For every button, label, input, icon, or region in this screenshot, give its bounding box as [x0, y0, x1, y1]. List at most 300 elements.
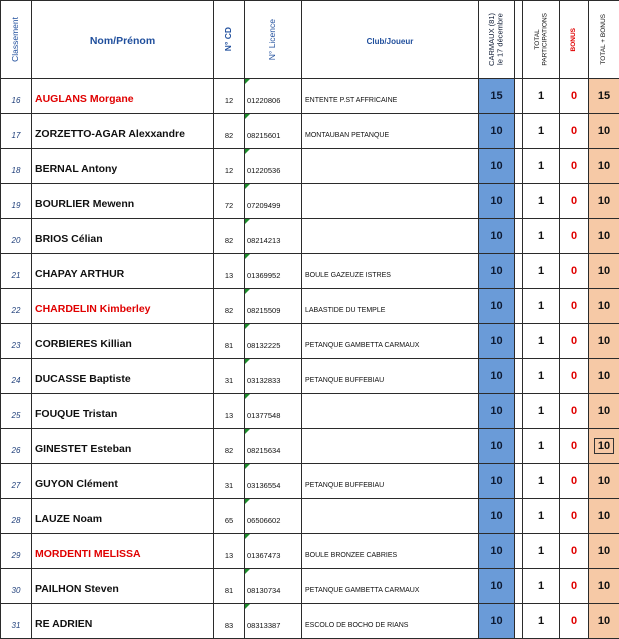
bonus-cell[interactable]	[560, 79, 589, 114]
carmaux-points-text: 10	[490, 510, 502, 522]
participations-text: 1	[538, 90, 544, 102]
club-cell[interactable]	[302, 149, 479, 184]
total-bonus-cell[interactable]	[589, 79, 619, 114]
licence-text: 03136554	[247, 481, 280, 490]
participations-cell[interactable]	[523, 464, 560, 499]
bonus-cell[interactable]	[560, 429, 589, 464]
player-name-cell[interactable]	[32, 149, 214, 184]
licence-cell[interactable]	[245, 324, 302, 359]
table-row[interactable]	[1, 359, 619, 394]
green-column-cell[interactable]	[515, 604, 523, 639]
rank-cell[interactable]	[1, 604, 32, 639]
comment-marker-icon	[245, 289, 250, 294]
rank-text: 17	[12, 131, 21, 140]
bonus-cell[interactable]	[560, 324, 589, 359]
licence-cell[interactable]	[245, 429, 302, 464]
header-classement[interactable]: Classement	[1, 1, 32, 79]
player-name-cell[interactable]	[32, 534, 214, 569]
participations-cell[interactable]	[523, 219, 560, 254]
bonus-cell[interactable]	[560, 359, 589, 394]
licence-text: 01367473	[247, 551, 280, 560]
player-name-cell[interactable]	[32, 394, 214, 429]
bonus-text: 0	[571, 160, 577, 172]
club-text: ENTENTE P.ST AFFRICAINE	[305, 97, 397, 104]
carmaux-points-cell[interactable]	[479, 79, 515, 114]
licence-cell[interactable]	[245, 394, 302, 429]
header-total-bonus[interactable]: TOTAL + BONUS	[589, 1, 619, 79]
total-bonus-cell[interactable]	[589, 499, 619, 534]
total-bonus-cell[interactable]	[589, 184, 619, 219]
total-bonus-text: 10	[598, 125, 610, 137]
bonus-cell[interactable]	[560, 289, 589, 324]
carmaux-points-text: 10	[490, 300, 502, 312]
total-bonus-cell[interactable]	[589, 604, 619, 639]
player-name-text: AUGLANS Morgane	[35, 93, 134, 105]
bonus-cell[interactable]	[560, 184, 589, 219]
licence-text: 01369952	[247, 271, 280, 280]
green-column-cell[interactable]	[515, 184, 523, 219]
licence-cell[interactable]	[245, 149, 302, 184]
participations-text: 1	[538, 335, 544, 347]
table-row[interactable]	[1, 534, 619, 569]
table-row[interactable]	[1, 324, 619, 359]
club-text: LABASTIDE DU TEMPLE	[305, 307, 385, 314]
carmaux-points-cell[interactable]	[479, 219, 515, 254]
participations-text: 1	[538, 545, 544, 557]
club-cell[interactable]	[302, 114, 479, 149]
cd-text: 31	[225, 481, 233, 490]
comment-marker-icon	[245, 149, 250, 154]
participations-text: 1	[538, 510, 544, 522]
header-total-participations[interactable]: TOTAL PARTICIPATIONS	[523, 1, 560, 79]
player-name-text: CHARDELIN Kimberley	[35, 303, 151, 315]
rank-cell[interactable]	[1, 394, 32, 429]
header-cd[interactable]: N° CD	[214, 1, 245, 79]
total-bonus-text: 10	[598, 230, 610, 242]
rank-cell[interactable]	[1, 534, 32, 569]
green-column-cell[interactable]	[515, 534, 523, 569]
header-green-column	[515, 1, 523, 79]
player-name-text: DUCASSE Baptiste	[35, 373, 131, 385]
table-row[interactable]	[1, 114, 619, 149]
licence-cell[interactable]	[245, 534, 302, 569]
player-name-cell[interactable]	[32, 359, 214, 394]
rank-text: 31	[12, 621, 21, 630]
cd-cell[interactable]	[214, 429, 245, 464]
carmaux-points-cell[interactable]	[479, 184, 515, 219]
rank-text: 18	[12, 166, 21, 175]
comment-marker-icon	[245, 184, 250, 189]
bonus-cell[interactable]	[560, 149, 589, 184]
rank-text: 16	[12, 96, 21, 105]
comment-marker-icon	[245, 534, 250, 539]
table-row[interactable]	[1, 604, 619, 639]
player-name-text: RE ADRIEN	[35, 618, 92, 630]
total-bonus-cell[interactable]	[589, 429, 619, 464]
header-club[interactable]: Club/Joueur	[302, 1, 479, 79]
cd-text: 83	[225, 621, 233, 630]
club-cell[interactable]	[302, 569, 479, 604]
comment-marker-icon	[245, 604, 250, 609]
table-row[interactable]	[1, 429, 619, 464]
bonus-cell[interactable]	[560, 114, 589, 149]
carmaux-points-text: 10	[490, 195, 502, 207]
table-row[interactable]	[1, 184, 619, 219]
cd-cell[interactable]	[214, 359, 245, 394]
rank-text: 28	[12, 516, 21, 525]
green-column-cell[interactable]	[515, 149, 523, 184]
total-bonus-text: 10	[598, 335, 610, 347]
player-name-cell[interactable]	[32, 604, 214, 639]
table-row[interactable]	[1, 289, 619, 324]
cd-cell[interactable]	[214, 499, 245, 534]
participations-text: 1	[538, 580, 544, 592]
bonus-text: 0	[571, 475, 577, 487]
participations-text: 1	[538, 160, 544, 172]
participations-cell[interactable]	[523, 254, 560, 289]
participations-cell[interactable]	[523, 289, 560, 324]
player-name-cell[interactable]	[32, 114, 214, 149]
bonus-cell[interactable]	[560, 219, 589, 254]
green-column-cell[interactable]	[515, 219, 523, 254]
bonus-cell[interactable]	[560, 499, 589, 534]
green-column-cell[interactable]	[515, 114, 523, 149]
bonus-cell[interactable]	[560, 604, 589, 639]
carmaux-points-cell[interactable]	[479, 149, 515, 184]
participations-text: 1	[538, 615, 544, 627]
carmaux-points-text: 15	[490, 90, 502, 102]
participations-cell[interactable]	[523, 604, 560, 639]
carmaux-points-text: 10	[490, 230, 502, 242]
club-cell[interactable]	[302, 254, 479, 289]
club-cell[interactable]	[302, 184, 479, 219]
licence-cell[interactable]	[245, 289, 302, 324]
club-text: PETANQUE BUFFEBIAU	[305, 482, 384, 489]
licence-text: 01377548	[247, 411, 280, 420]
participations-text: 1	[538, 230, 544, 242]
club-text: BOULE GAZEUZE ISTRES	[305, 272, 391, 279]
licence-text: 08132225	[247, 341, 280, 350]
player-name-cell[interactable]	[32, 464, 214, 499]
licence-cell[interactable]	[245, 114, 302, 149]
licence-cell[interactable]	[245, 219, 302, 254]
carmaux-points-cell[interactable]	[479, 289, 515, 324]
table-row[interactable]	[1, 254, 619, 289]
rank-text: 27	[12, 481, 21, 490]
bonus-text: 0	[571, 615, 577, 627]
table-row[interactable]	[1, 394, 619, 429]
participations-cell[interactable]	[523, 79, 560, 114]
total-bonus-cell[interactable]	[589, 219, 619, 254]
licence-cell[interactable]	[245, 604, 302, 639]
green-column-cell[interactable]	[515, 569, 523, 604]
bonus-text: 0	[571, 510, 577, 522]
participations-text: 1	[538, 125, 544, 137]
participations-cell[interactable]	[523, 114, 560, 149]
green-column-cell[interactable]	[515, 79, 523, 114]
participations-cell[interactable]	[523, 184, 560, 219]
carmaux-points-cell[interactable]	[479, 534, 515, 569]
green-column-cell[interactable]	[515, 324, 523, 359]
player-name-cell[interactable]	[32, 499, 214, 534]
participations-cell[interactable]	[523, 324, 560, 359]
total-bonus-cell[interactable]	[589, 289, 619, 324]
table-row[interactable]	[1, 499, 619, 534]
player-name-text: CORBIERES Killian	[35, 338, 132, 350]
licence-cell[interactable]	[245, 79, 302, 114]
comment-marker-icon	[245, 114, 250, 119]
header-carmaux[interactable]: CARMAUX (81) le 17 décembre	[479, 1, 515, 79]
bonus-text: 0	[571, 545, 577, 557]
carmaux-points-cell[interactable]	[479, 569, 515, 604]
participations-cell[interactable]	[523, 149, 560, 184]
total-bonus-text: 10	[598, 160, 610, 172]
rank-text: 26	[12, 446, 21, 455]
carmaux-points-cell[interactable]	[479, 359, 515, 394]
licence-text: 01220536	[247, 166, 280, 175]
rank-text: 19	[12, 201, 21, 210]
carmaux-points-cell[interactable]	[479, 604, 515, 639]
club-cell[interactable]	[302, 219, 479, 254]
rank-text: 25	[12, 411, 21, 420]
cd-cell[interactable]	[214, 254, 245, 289]
bonus-cell[interactable]	[560, 464, 589, 499]
green-column-cell[interactable]	[515, 499, 523, 534]
rank-cell[interactable]	[1, 184, 32, 219]
carmaux-points-cell[interactable]	[479, 114, 515, 149]
rank-cell[interactable]	[1, 359, 32, 394]
player-name-cell[interactable]	[32, 569, 214, 604]
rank-cell[interactable]	[1, 79, 32, 114]
club-cell[interactable]	[302, 289, 479, 324]
total-bonus-text: 10	[598, 370, 610, 382]
total-bonus-cell[interactable]	[589, 324, 619, 359]
cd-cell[interactable]	[214, 604, 245, 639]
player-name-cell[interactable]	[32, 219, 214, 254]
player-name-text: ZORZETTO-AGAR Alexxandre	[35, 128, 185, 140]
licence-text: 07209499	[247, 201, 280, 210]
carmaux-points-cell[interactable]	[479, 394, 515, 429]
participations-cell[interactable]	[523, 499, 560, 534]
club-cell[interactable]	[302, 79, 479, 114]
bonus-text: 0	[571, 90, 577, 102]
player-name-text: PAILHON Steven	[35, 583, 119, 595]
carmaux-points-cell[interactable]	[479, 429, 515, 464]
bonus-text: 0	[571, 265, 577, 277]
table-row[interactable]	[1, 149, 619, 184]
cd-cell[interactable]	[214, 184, 245, 219]
total-bonus-cell[interactable]	[589, 464, 619, 499]
cd-cell[interactable]	[214, 394, 245, 429]
bonus-cell[interactable]	[560, 254, 589, 289]
licence-cell[interactable]	[245, 464, 302, 499]
licence-text: 01220806	[247, 96, 280, 105]
carmaux-points-text: 10	[490, 475, 502, 487]
participations-text: 1	[538, 475, 544, 487]
player-name-cell[interactable]	[32, 429, 214, 464]
club-cell[interactable]	[302, 464, 479, 499]
club-cell[interactable]	[302, 429, 479, 464]
club-text: PETANQUE GAMBETTA CARMAUX	[305, 342, 419, 349]
bonus-text: 0	[571, 440, 577, 452]
player-name-text: BOURLIER Mewenn	[35, 198, 134, 210]
carmaux-points-text: 10	[490, 545, 502, 557]
carmaux-points-cell[interactable]	[479, 464, 515, 499]
player-name-cell[interactable]	[32, 289, 214, 324]
licence-cell[interactable]	[245, 184, 302, 219]
participations-text: 1	[538, 265, 544, 277]
participations-text: 1	[538, 370, 544, 382]
rank-cell[interactable]	[1, 219, 32, 254]
player-name-cell[interactable]	[32, 324, 214, 359]
participations-text: 1	[538, 300, 544, 312]
rank-text: 30	[12, 586, 21, 595]
total-bonus-cell[interactable]	[589, 149, 619, 184]
cd-text: 82	[225, 446, 233, 455]
total-bonus-cell[interactable]	[589, 254, 619, 289]
cd-cell[interactable]	[214, 79, 245, 114]
bonus-cell[interactable]	[560, 569, 589, 604]
total-bonus-cell[interactable]	[589, 534, 619, 569]
header-nom-prenom[interactable]: Nom/Prénom	[32, 1, 214, 79]
participations-cell[interactable]	[523, 429, 560, 464]
bonus-cell[interactable]	[560, 394, 589, 429]
cd-text: 13	[225, 551, 233, 560]
cd-text: 82	[225, 306, 233, 315]
total-bonus-text: 10	[598, 545, 610, 557]
bonus-text: 0	[571, 580, 577, 592]
rank-cell[interactable]	[1, 499, 32, 534]
carmaux-points-text: 10	[490, 405, 502, 417]
licence-text: 06506602	[247, 516, 280, 525]
rank-cell[interactable]	[1, 149, 32, 184]
club-cell[interactable]	[302, 359, 479, 394]
carmaux-points-text: 10	[490, 265, 502, 277]
rank-text: 24	[12, 376, 21, 385]
table-row[interactable]	[1, 79, 619, 114]
licence-cell[interactable]	[245, 254, 302, 289]
player-name-cell[interactable]	[32, 254, 214, 289]
licence-text: 08215634	[247, 446, 280, 455]
green-column-cell[interactable]	[515, 429, 523, 464]
cd-cell[interactable]	[214, 569, 245, 604]
bonus-text: 0	[571, 405, 577, 417]
club-cell[interactable]	[302, 324, 479, 359]
total-bonus-cell[interactable]	[589, 394, 619, 429]
total-bonus-text: 10	[598, 300, 610, 312]
participations-text: 1	[538, 195, 544, 207]
total-bonus-text: 10	[598, 475, 610, 487]
club-text: ESCOLO DE BOCHO DE RIANS	[305, 622, 408, 629]
total-bonus-cell[interactable]	[589, 569, 619, 604]
carmaux-points-cell[interactable]	[479, 499, 515, 534]
carmaux-points-text: 10	[490, 370, 502, 382]
player-name-text: MORDENTI MELISSA	[35, 548, 141, 560]
total-bonus-text: 10	[598, 580, 610, 592]
rank-cell[interactable]	[1, 289, 32, 324]
player-name-text: CHAPAY ARTHUR	[35, 268, 124, 280]
total-bonus-cell[interactable]	[589, 359, 619, 394]
total-bonus-text: 10	[598, 405, 610, 417]
participations-cell[interactable]	[523, 394, 560, 429]
green-column-cell[interactable]	[515, 359, 523, 394]
cd-text: 31	[225, 376, 233, 385]
carmaux-points-text: 10	[490, 160, 502, 172]
header-bonus[interactable]: BONUS	[560, 1, 589, 79]
club-cell[interactable]	[302, 394, 479, 429]
player-name-cell[interactable]	[32, 79, 214, 114]
player-name-cell[interactable]	[32, 184, 214, 219]
comment-marker-icon	[245, 429, 250, 434]
green-column-cell[interactable]	[515, 289, 523, 324]
bonus-cell[interactable]	[560, 534, 589, 569]
comment-marker-icon	[245, 254, 250, 259]
header-licence[interactable]: N° Licence	[245, 1, 302, 79]
carmaux-points-text: 10	[490, 335, 502, 347]
green-column-cell[interactable]	[515, 394, 523, 429]
cd-cell[interactable]	[214, 324, 245, 359]
participations-cell[interactable]	[523, 534, 560, 569]
bonus-text: 0	[571, 195, 577, 207]
licence-cell[interactable]	[245, 499, 302, 534]
participations-cell[interactable]	[523, 359, 560, 394]
rank-cell[interactable]	[1, 429, 32, 464]
total-bonus-text: 10	[598, 265, 610, 277]
table-row[interactable]	[1, 464, 619, 499]
club-cell[interactable]	[302, 534, 479, 569]
comment-marker-icon	[245, 499, 250, 504]
rank-cell[interactable]	[1, 254, 32, 289]
green-column-cell[interactable]	[515, 464, 523, 499]
rank-cell[interactable]	[1, 324, 32, 359]
rank-cell[interactable]	[1, 464, 32, 499]
participations-cell[interactable]	[523, 569, 560, 604]
participations-text: 1	[538, 405, 544, 417]
cd-cell[interactable]	[214, 149, 245, 184]
licence-cell[interactable]	[245, 569, 302, 604]
total-bonus-text: 10	[598, 510, 610, 522]
bonus-text: 0	[571, 230, 577, 242]
rank-cell[interactable]	[1, 569, 32, 604]
bonus-text: 0	[571, 370, 577, 382]
comment-marker-icon	[245, 464, 250, 469]
club-cell[interactable]	[302, 604, 479, 639]
cd-text: 65	[225, 516, 233, 525]
club-cell[interactable]	[302, 499, 479, 534]
cd-cell[interactable]	[214, 289, 245, 324]
cd-cell[interactable]	[214, 464, 245, 499]
rank-cell[interactable]	[1, 114, 32, 149]
carmaux-points-cell[interactable]	[479, 254, 515, 289]
cd-cell[interactable]	[214, 219, 245, 254]
licence-cell[interactable]	[245, 359, 302, 394]
carmaux-points-cell[interactable]	[479, 324, 515, 359]
licence-text: 08214213	[247, 236, 280, 245]
cd-cell[interactable]	[214, 534, 245, 569]
green-column-cell[interactable]	[515, 254, 523, 289]
table-row[interactable]	[1, 219, 619, 254]
licence-text: 08215601	[247, 131, 280, 140]
carmaux-points-text: 10	[490, 615, 502, 627]
total-bonus-cell[interactable]	[589, 114, 619, 149]
cd-text: 81	[225, 586, 233, 595]
cd-cell[interactable]	[214, 114, 245, 149]
table-row[interactable]	[1, 569, 619, 604]
comment-marker-icon	[245, 79, 250, 84]
club-text: PETANQUE BUFFEBIAU	[305, 377, 384, 384]
licence-text: 08130734	[247, 586, 280, 595]
header-row	[1, 1, 619, 79]
